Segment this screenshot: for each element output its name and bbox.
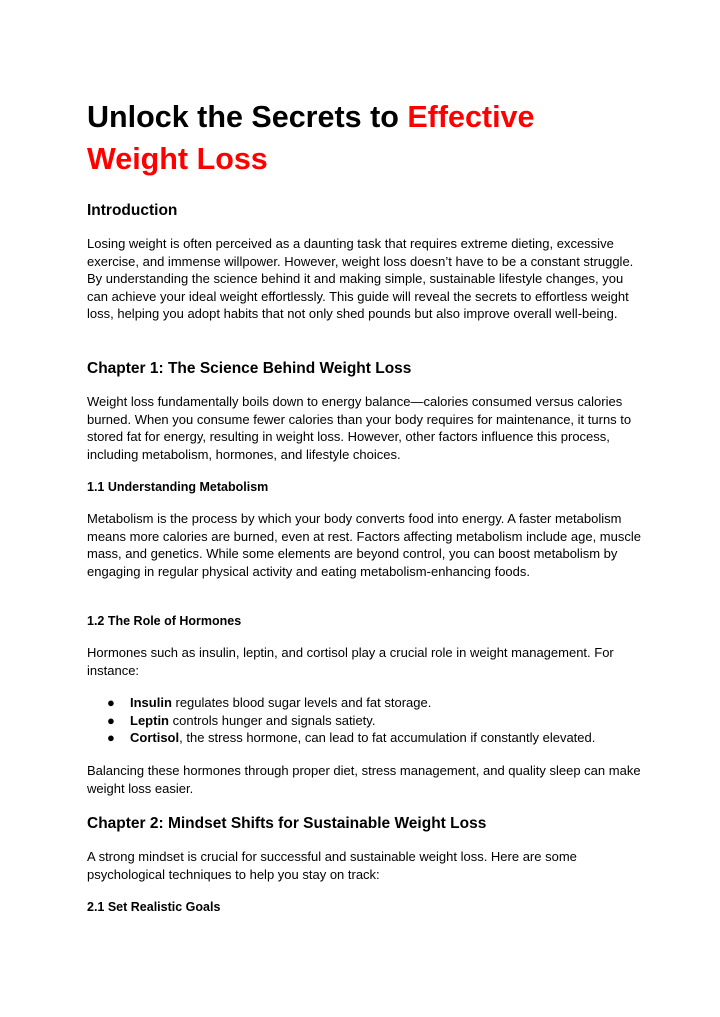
list-item-leptin (87, 712, 595, 730)
title-accent-2: Weight Loss (87, 142, 268, 176)
intro-heading: Introduction (87, 202, 178, 219)
document-page (87, 96, 647, 914)
bullet-icon: ● (107, 695, 115, 710)
section-1-1-paragraph: Metabolism is the process by which your body converts food into energy. A faster metabolism means more calories are burned, even at rest. Factors affecting metabolism include age, muscle mass, and genetics. While some elements are beyond control, you can boost metabolism by engaging in regular physical activity and eating metabolism-enhancing foods. (87, 511, 641, 579)
list-item-text: , the stress hormone, can lead to fat accumulation if constantly elevated. (179, 730, 596, 746)
list-item-insulin (87, 694, 595, 712)
chapter1-heading: Chapter 1: The Science Behind Weight Loss (87, 360, 412, 377)
hormone-list (87, 694, 595, 747)
intro-paragraph: Losing weight is often perceived as a daunting task that requires extreme dieting, excessive exercise, and immense willpower. However, weight loss doesn’t have to be a constant struggle. By understanding the science behind it and making simple, sustainable lifestyle changes, you can achieve your ideal weight effortlessly. This guide will reveal the secrets to effortless weight loss, helping you adopt habits that not only shed pounds but also improve overall well-being. (87, 236, 634, 322)
title-part-plain: Unlock the Secrets to (87, 100, 408, 134)
list-item-text: controls hunger and signals satiety. (169, 712, 376, 728)
bullet-icon: ● (107, 712, 115, 728)
list-item-term: Cortisol (130, 730, 180, 746)
list-item-term: Insulin (130, 695, 172, 710)
list-item-cortisol (87, 729, 595, 747)
section-1-2-paragraph: Hormones such as insulin, leptin, and cortisol play a crucial role in weight management. For instance: (87, 645, 614, 678)
section-1-1-heading: 1.1 Understanding Metabolism (87, 480, 269, 494)
list-item-term: Leptin (130, 712, 169, 728)
section-1-2-closing-paragraph: Balancing these hormones through proper diet, stress management, and quality sleep can make weight loss easier. (87, 763, 641, 796)
section-2-1-heading: 2.1 Set Realistic Goals (87, 900, 221, 914)
chapter1-paragraph: Weight loss fundamentally boils down to energy balance—calories consumed versus calories burned. When you consume fewer calories than your body requires for maintenance, it turns to stored fat for energy, resulting in weight loss. However, other factors influence this process, including metabolism, hormones, and lifestyle choices. (87, 394, 632, 462)
bullet-icon: ● (107, 730, 115, 746)
section-1-2-heading: 1.2 The Role of Hormones (87, 614, 242, 628)
title-accent-1: Effective (407, 100, 535, 134)
chapter2-paragraph: A strong mindset is crucial for successful and sustainable weight loss. Here are some psychological techniques to help you stay on track: (87, 849, 577, 882)
chapter2-heading: Chapter 2: Mindset Shifts for Sustainable Weight Loss (87, 815, 487, 832)
list-item-text: regulates blood sugar levels and fat storage. (171, 695, 432, 710)
document-title (87, 96, 647, 180)
